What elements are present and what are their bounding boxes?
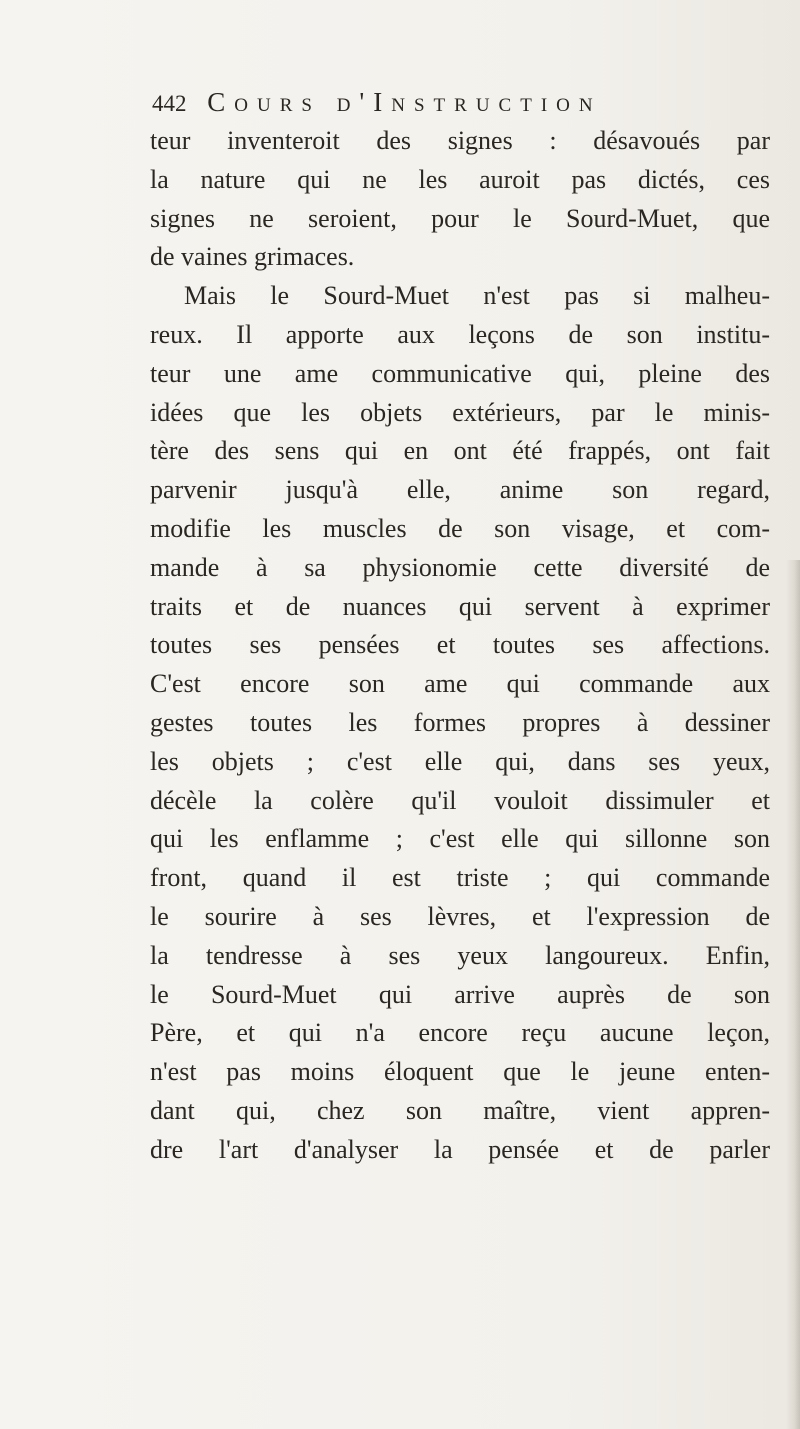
text-line: C'est encore son ame qui commande aux — [150, 669, 770, 699]
text-line: n'est pas moins éloquent que le jeune enten- — [150, 1057, 770, 1087]
text-line: traits et de nuances qui servent à exprimer — [150, 591, 770, 621]
text-line: gestes toutes les formes propres à dessiner — [150, 707, 770, 737]
text-line: teur inventeroit des signes : désavoués par — [150, 126, 770, 155]
text-line: teur une ame communicative qui, pleine des — [150, 358, 770, 388]
text-line: signes ne seroient, pour le Sourd-Muet, que — [150, 203, 770, 233]
text-line: toutes ses pensées et toutes ses affections. — [150, 630, 770, 660]
text-line: décèle la colère qu'il vouloit dissimuler et — [150, 785, 770, 815]
text-line: la tendresse à ses yeux langoureux. Enfin, — [150, 940, 770, 970]
text-line: les objets ; c'est elle qui, dans ses yeux, — [150, 746, 770, 776]
text-line: le Sourd-Muet qui arrive auprès de son — [150, 979, 770, 1009]
text-line: Mais le Sourd-Muet n'est pas si malheu- — [184, 281, 770, 311]
text-line: Père, et qui n'a encore reçu aucune leçon, — [150, 1018, 770, 1048]
page-number: 442 — [152, 91, 187, 116]
text-line: parvenir jusqu'à elle, anime son regard, — [150, 475, 770, 505]
text-line: tère des sens qui en ont été frappés, ont fait — [150, 436, 770, 466]
page-edge-shadow — [786, 560, 800, 1429]
text-line: front, quand il est triste ; qui commande — [150, 863, 770, 893]
text-line: mande à sa physionomie cette diversité de — [150, 552, 770, 582]
text-line: de vaines grimaces. — [150, 242, 355, 272]
text-line: le sourire à ses lèvres, et l'expression de — [150, 901, 770, 931]
text-line: dant qui, chez son maître, vient appren- — [150, 1095, 770, 1125]
text-line: la nature qui ne les auroit pas dictés, ces — [150, 164, 770, 194]
text-line: dre l'art d'analyser la pensée et de parler — [150, 1134, 770, 1164]
running-title: Cours d'Instruction — [207, 87, 602, 117]
page-header — [152, 84, 712, 120]
text-line: qui les enflamme ; c'est elle qui sillonne son — [150, 824, 770, 854]
body-text — [150, 122, 770, 1170]
text-line: reux. Il apporte aux leçons de son institu- — [150, 319, 770, 349]
text-line: idées que les objets extérieurs, par le minis- — [150, 397, 770, 427]
text-line: modifie les muscles de son visage, et com- — [150, 513, 770, 543]
